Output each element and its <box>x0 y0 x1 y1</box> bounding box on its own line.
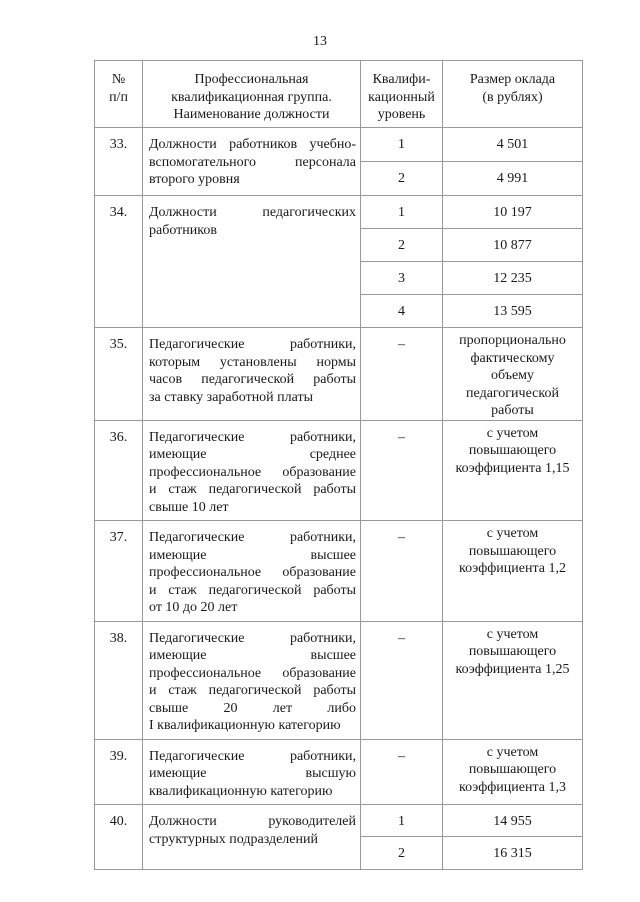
qualification-level: 2 <box>361 837 443 870</box>
salary-amount: пропорционально фактическому объему педагогической работы <box>443 328 583 421</box>
header-num: № п/п <box>95 61 143 128</box>
salary-amount: 16 315 <box>443 837 583 870</box>
row-number: 36. <box>95 420 143 521</box>
name-line: структурных подразделений <box>149 831 318 847</box>
qualification-level: 4 <box>361 295 443 328</box>
name-line: имеющие высшее <box>149 648 356 663</box>
name-line: имеющие среднее <box>149 447 356 462</box>
salary-amount: с учетом повышающего коэффициента 1,25 <box>443 621 583 739</box>
name-line: работников <box>149 222 217 238</box>
table-header-row <box>95 61 583 128</box>
name-line: Педагогические работники, <box>149 630 356 646</box>
qualification-level: – <box>361 521 443 622</box>
table-body <box>95 128 583 870</box>
salary-table <box>94 60 583 870</box>
name-line: свыше 10 лет <box>149 499 229 515</box>
salary-amount: 14 955 <box>443 805 583 837</box>
name-line: имеющие высшую <box>149 766 356 781</box>
row-number: 37. <box>95 521 143 622</box>
position-name <box>143 521 361 622</box>
qualification-level: – <box>361 621 443 739</box>
position-name <box>143 128 361 196</box>
salary-amount: 10 877 <box>443 229 583 262</box>
salary-amount: с учетом повышающего коэффициента 1,3 <box>443 739 583 805</box>
position-name <box>143 805 361 870</box>
position-name <box>143 328 361 421</box>
position-name <box>143 621 361 739</box>
name-line: второго уровня <box>149 172 240 187</box>
salary-amount: 4 501 <box>443 128 583 162</box>
page-number: 13 <box>313 34 327 49</box>
salary-amount: 13 595 <box>443 295 583 328</box>
name-line: и стаж педагогической работы <box>149 582 356 598</box>
name-line: за ставку заработной платы <box>149 389 314 405</box>
name-line: Педагогические работники, <box>149 429 356 445</box>
qualification-level: 2 <box>361 229 443 262</box>
qualification-level: – <box>361 420 443 521</box>
qualification-level: 2 <box>361 162 443 196</box>
name-line: Должности руководителей <box>149 814 356 829</box>
name-line: Педагогические работники, <box>149 530 356 545</box>
qualification-level: 1 <box>361 128 443 162</box>
header-group: Профессиональная квалификационная группа. Наименование должности <box>143 61 361 128</box>
table-row <box>95 739 583 805</box>
name-line: квалификационную категорию <box>149 783 333 799</box>
position-name <box>143 739 361 805</box>
name-line: Педагогические работники, <box>149 337 356 352</box>
position-name <box>143 196 361 328</box>
name-line: от 10 до 20 лет <box>149 600 238 615</box>
row-number: 39. <box>95 739 143 805</box>
row-number: 33. <box>95 128 143 196</box>
name-line: I квалификационную категорию <box>149 718 341 733</box>
salary-amount: с учетом повышающего коэффициента 1,2 <box>443 521 583 622</box>
table-row <box>95 196 583 229</box>
name-line: Должности работников учебно- <box>149 137 356 152</box>
row-number: 35. <box>95 328 143 421</box>
name-line: профессиональное образование <box>149 565 356 580</box>
qualification-level: – <box>361 328 443 421</box>
name-line: профессиональное образование <box>149 464 356 480</box>
name-line: и стаж педагогической работы <box>149 482 356 497</box>
name-line: профессиональное образование <box>149 665 356 681</box>
table-row <box>95 128 583 162</box>
salary-amount: 4 991 <box>443 162 583 196</box>
qualification-level: 1 <box>361 196 443 229</box>
name-line: вспомогательного персонала <box>149 154 356 170</box>
qualification-level: 1 <box>361 805 443 837</box>
salary-amount: с учетом повышающего коэффициента 1,15 <box>443 420 583 521</box>
name-line: часов педагогической работы <box>149 372 356 387</box>
position-name <box>143 420 361 521</box>
name-line: Должности педагогических <box>149 205 356 220</box>
name-line: свыше 20 лет либо <box>149 700 356 716</box>
table-row <box>95 621 583 739</box>
table-row <box>95 420 583 521</box>
salary-amount: 12 235 <box>443 262 583 295</box>
header-level: Квалифи- кационный уровень <box>361 61 443 128</box>
qualification-level: 3 <box>361 262 443 295</box>
table-row <box>95 805 583 837</box>
table-row <box>95 521 583 622</box>
salary-amount: 10 197 <box>443 196 583 229</box>
table-row <box>95 328 583 421</box>
row-number: 34. <box>95 196 143 328</box>
row-number: 38. <box>95 621 143 739</box>
name-line: и стаж педагогической работы <box>149 683 356 698</box>
name-line: которым установлены нормы <box>149 354 356 370</box>
row-number: 40. <box>95 805 143 870</box>
name-line: имеющие высшее <box>149 547 356 563</box>
qualification-level: – <box>361 739 443 805</box>
header-salary: Размер оклада (в рублях) <box>443 61 583 128</box>
name-line: Педагогические работники, <box>149 748 356 764</box>
